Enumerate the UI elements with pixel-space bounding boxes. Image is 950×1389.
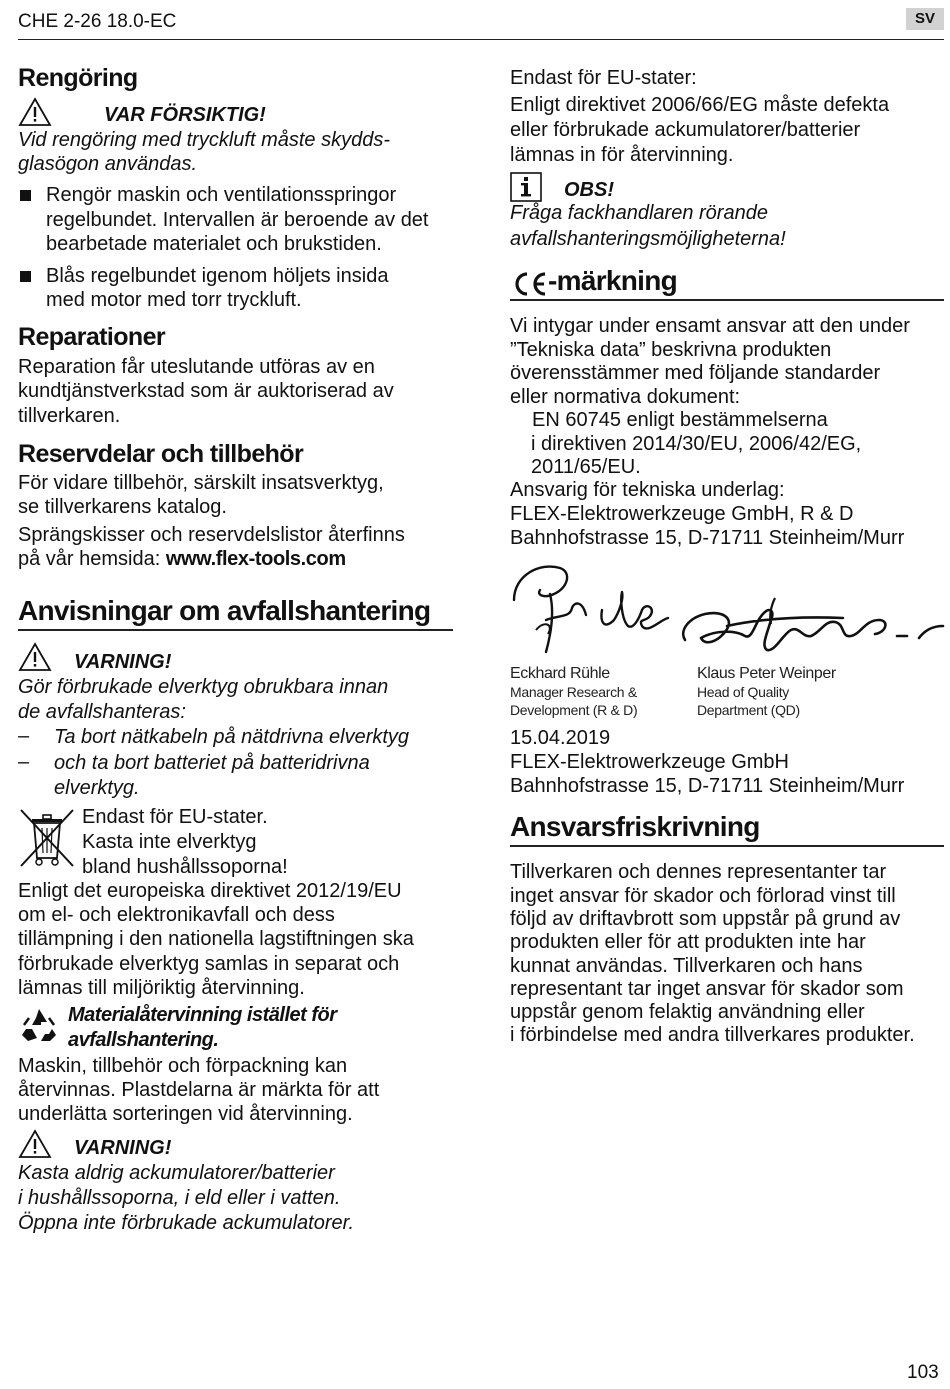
header-rule [18,39,944,40]
company-line: FLEX-Elektrowerkzeuge GmbH [510,751,789,773]
recycling-label-line: Materialåtervinning istället för [68,1004,337,1026]
eu-only-text-line: Enligt direktivet 2006/66/EG måste defekta [510,94,890,116]
spares-heading: Reservdelar och tillbehör [18,440,304,468]
disclaimer-text-line: produkten eller för att produkten inte har [510,931,866,953]
dash-bullet: – [18,725,30,747]
disclaimer-text-line: uppstår genom felaktig användning eller [510,1001,865,1023]
disclaimer-heading: Ansvarsfriskrivning [510,811,760,842]
info-icon [510,172,542,202]
dash-text-line: elverktyg. [54,777,140,799]
recycling-text-line: Maskin, tillbehör och förpackning kan [18,1055,348,1077]
bullet-square [20,190,31,201]
disclaimer-heading-rule [510,845,944,847]
eu-only-text-line: lämnas in för återvinning. [510,144,734,166]
eu-bin-text-line: Endast för EU-stater. [82,806,268,828]
directive-text-line: förbrukade elverktyg samlas in separat och [18,953,400,975]
repairs-text-line: tillverkaren. [18,405,121,427]
warning-text-line: de avfallshanteras: [18,701,186,723]
crossed-bin-icon [18,806,78,870]
language-badge: SV [906,8,944,30]
disclaimer-text-line: i förbindelse med andra tillverkares produkter. [510,1024,915,1046]
signature-ruhle [510,560,680,660]
bullet-square [20,271,31,282]
ce-heading-rule [510,299,944,301]
warning-label: VARNING! [74,1137,172,1159]
website-prefix: på vår hemsida: [18,548,166,570]
recycling-icon [18,1005,60,1045]
directive-text-line: om el- och elektronikavfall och dess [18,904,335,926]
responsible-text-line: Bahnhofstrasse 15, D-71711 Steinheim/Murr [510,527,905,549]
disclaimer-text-line: inget ansvar för skador och förlorad vinst till [510,885,896,907]
eu-only-text-line: Endast för EU-stater: [510,67,697,89]
note-label: OBS! [564,179,614,201]
warning-text-line: Gör förbrukade elverktyg obrukbara innan [18,676,389,698]
responsible-text-line: Ansvarig för tekniska underlag: [510,479,785,501]
sig2-title-line: Department (QD) [697,702,800,718]
standard-text-line: i direktiven 2014/30/EU, 2006/42/EG, [531,433,862,455]
ce-text-line: ”Tekniska data” beskrivna produkten [510,339,832,361]
dash-text-line: Ta bort nätkabeln på nätdrivna elverktyg [54,726,410,748]
warning-text-line: Öppna inte förbrukade ackumulatorer. [18,1212,355,1234]
page-number: 103 [907,1362,939,1383]
bullet-text-line: med motor med torr tryckluft. [46,289,302,311]
spares-text-line: Sprängskisser och reservdelslistor återfinns [18,524,405,546]
spares-text-line: För vidare tillbehör, särskilt insatsverktyg, [18,472,384,494]
directive-text-line: lämnas till miljöriktig återvinning. [18,977,305,999]
recycling-text-line: underlätta sorteringen vid återvinning. [18,1103,353,1125]
warning-text-line: i hushållssoporna, i eld eller i vatten. [18,1187,341,1209]
ce-text-line: överensstämmer med följande standarder [510,362,881,384]
disclaimer-text-line: representant tar inget ansvar för skador som [510,978,904,1000]
bullet-text-line: regelbundet. Intervallen är beroende av det [46,209,429,231]
website-line [18,547,346,572]
bullet-text-line: bearbetade materialet och brukstiden. [46,233,382,255]
eu-only-text-line: eller förbrukade ackumulatorer/batterier [510,119,861,141]
note-text-line: avfallshanteringsmöjligheterna! [510,228,786,250]
standard-text-line: 2011/65/EU. [531,456,641,478]
repairs-heading: Reparationer [18,323,166,351]
directive-text-line: tillämpning i den nationella lagstiftningen ska [18,928,414,950]
responsible-text-line: FLEX-Elektrowerkzeuge GmbH, R & D [510,503,854,525]
warning-triangle-icon [18,642,52,672]
recycling-label-line: avfallshantering. [68,1029,219,1051]
bullet-text-line: Rengör maskin och ventilationsspringor [46,184,397,206]
eu-bin-text-line: Kasta inte elverktyg [82,831,257,853]
caution-label: VAR FÖRSIKTIG! [104,104,266,126]
sig1-title-line: Manager Research & [510,684,637,700]
warning-label: VARNING! [74,651,172,673]
disposal-heading-rule [18,629,453,631]
caution-text-line: Vid rengöring med tryckluft måste skydds- [18,129,391,151]
date-line: 15.04.2019 [510,727,611,749]
dash-text-line: och ta bort batteriet på batteridrivna [54,752,370,774]
spares-text-line: se tillverkarens katalog. [18,496,227,518]
disclaimer-text-line: kunnat användas. Tillverkaren och hans [510,955,863,977]
signature-weinper [675,590,947,662]
disposal-heading: Anvisningar om avfallshantering [18,595,431,626]
header-model: CHE 2-26 18.0-EC [18,11,177,32]
bullet-text-line: Blås regelbundet igenom höljets insida [46,265,389,287]
ce-mark-icon [511,271,549,297]
ce-heading: -märkning [548,265,678,296]
repairs-text-line: Reparation får uteslutande utföras av en [18,356,375,378]
standard-text-line: EN 60745 enligt bestämmelserna [532,409,828,431]
dash-bullet: – [18,751,30,773]
caution-text-line: glasögon användas. [18,153,198,175]
address-line: Bahnhofstrasse 15, D-71711 Steinheim/Murr [510,775,905,797]
sig1-name: Eckhard Rühle [510,665,610,682]
warning-triangle-icon [18,97,52,127]
warning-triangle-icon [18,1129,52,1159]
directive-text-line: Enligt det europeiska direktivet 2012/19/EU [18,880,402,902]
disclaimer-text-line: följd av driftavbrott som uppstår på grund av [510,908,901,930]
note-text-line: Fråga fackhandlaren rörande [510,202,768,224]
warning-text-line: Kasta aldrig ackumulatorer/batterier [18,1162,335,1184]
sig1-title-line: Development (R & D) [510,702,638,718]
disclaimer-text-line: Tillverkaren och dennes representanter tar [510,861,887,883]
ce-text-line: Vi intygar under ensamt ansvar att den under [510,315,910,337]
sig2-name: Klaus Peter Weinper [697,665,836,682]
ce-text-line: eller normativa dokument: [510,386,741,408]
eu-bin-text-line: bland hushållssoporna! [82,856,288,878]
repairs-text-line: kundtjänstverkstad som är auktoriserad av [18,380,394,402]
sig2-title-line: Head of Quality [697,684,789,700]
website-link[interactable]: www.flex-tools.com [165,548,346,570]
recycling-text-line: återvinnas. Plastdelarna är märkta för att [18,1079,380,1101]
cleaning-heading: Rengöring [18,64,138,92]
